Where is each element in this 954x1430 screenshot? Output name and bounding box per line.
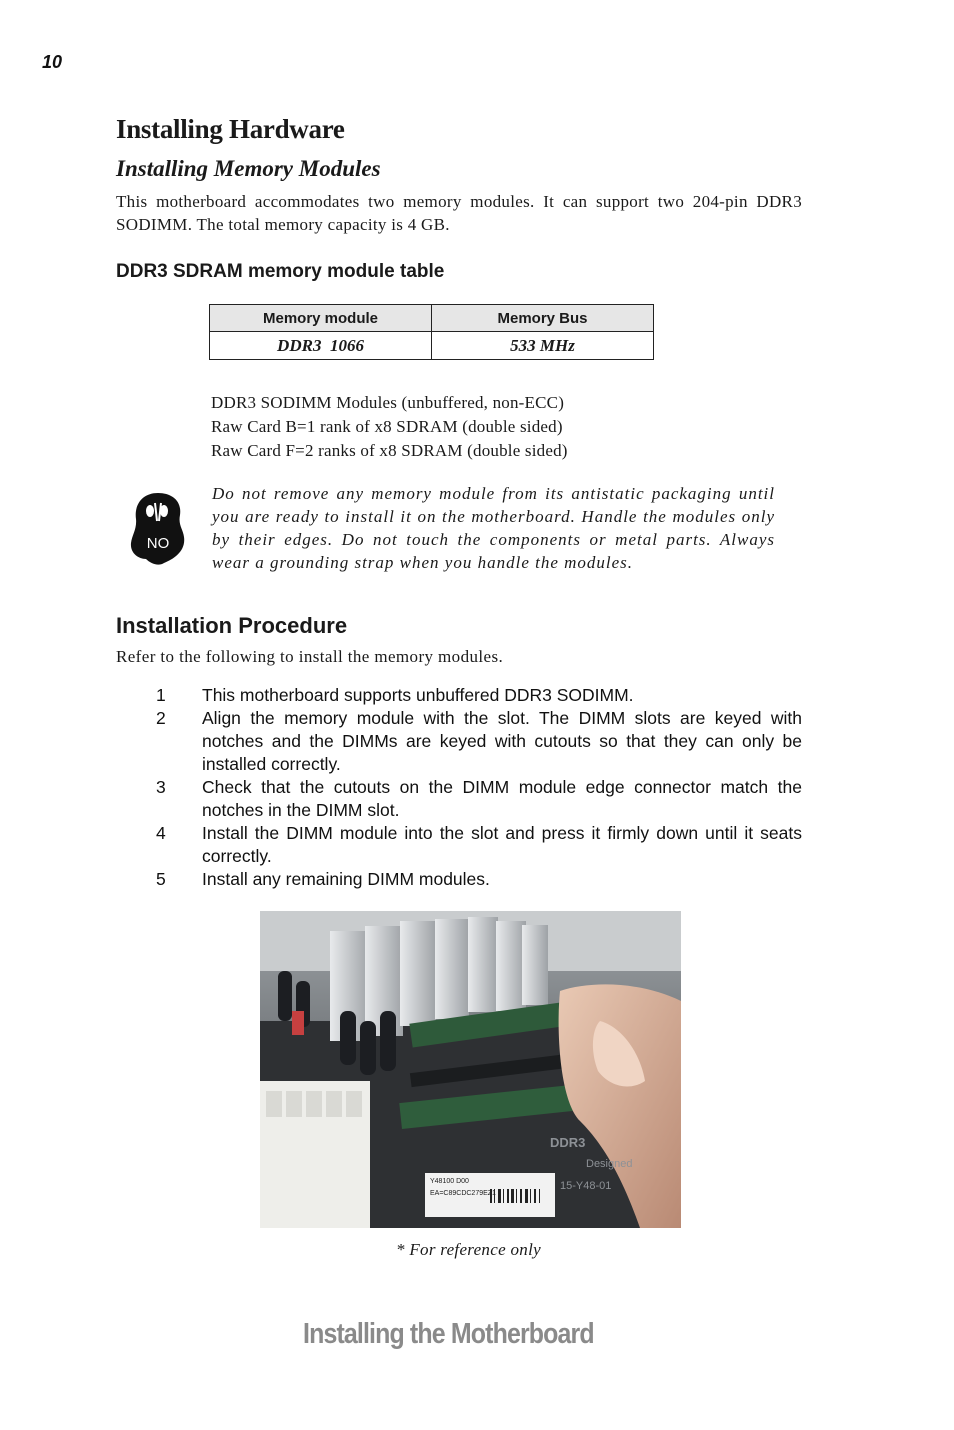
warning-icon-label: NO [146, 535, 170, 552]
section-title: Installing Hardware [116, 114, 345, 144]
procedure-intro: Refer to the following to install the memory modules. [116, 647, 504, 666]
list-item [156, 707, 802, 776]
list-item [156, 684, 802, 707]
step-number: 1 [156, 685, 166, 705]
photo-label-line1: Y48100 D00 [430, 1178, 469, 1185]
subsection-title: Installing Memory Modules [116, 156, 381, 181]
step-number: 2 [156, 708, 166, 728]
step-number: 5 [156, 869, 166, 889]
footer-chapter-title: Installing the Motherboard [303, 1318, 594, 1350]
ddr-note-line: DDR3 SODIMM Modules (unbuffered, non-ECC) [211, 393, 565, 412]
warning-text: Do not remove any memory module from its antistatic packaging until you are ready to install it on the motherboard. Handle the modules only by their edges. Do not touch the components or metal parts. Always wear a grounding strap when you handle the modules. [212, 484, 775, 572]
list-item [156, 868, 802, 891]
step-text: Install any remaining DIMM modules. [202, 869, 490, 889]
photo-board-text: DDR3 [550, 1135, 586, 1150]
step-text: Install the DIMM module into the slot and press it firmly down until it seats correctly. [202, 823, 802, 866]
table-header-cell: Memory Bus [432, 305, 654, 332]
ddr-note-line: Raw Card F=2 ranks of x8 SDRAM (double sided) [211, 441, 568, 460]
step-text: Check that the cutouts on the DIMM module edge connector match the notches in the DIMM slot. [202, 777, 802, 820]
memory-module-table [209, 304, 654, 360]
table-row [210, 332, 654, 360]
intro-paragraph: This motherboard accommodates two memory modules. It can support two 204-pin DDR3 SODIMM. The total memory capacity is 4 GB. [116, 192, 802, 234]
page-number: 10 [42, 52, 63, 72]
step-number: 3 [156, 777, 166, 797]
table-cell: DDR3 1066 [210, 332, 432, 360]
ddr-note-line: Raw Card B=1 rank of x8 SDRAM (double sided) [211, 417, 563, 436]
list-item [156, 822, 802, 868]
photo-label-line2: EA=C89CDC279EZ1 [430, 1190, 496, 1197]
procedure-heading: Installation Procedure [116, 613, 348, 638]
photo-board-text: Designed [586, 1158, 633, 1170]
step-text: Align the memory module with the slot. The DIMM slots are keyed with notches and the DIMMs are keyed with cutouts so that they can only be installed correctly. [202, 708, 802, 774]
list-item [156, 776, 802, 822]
ddr-notes [211, 391, 568, 463]
table-header-cell: Memory module [210, 305, 432, 332]
table-cell: 533 MHz [432, 332, 654, 360]
table-heading: DDR3 SDRAM memory module table [116, 261, 445, 282]
procedure-steps [156, 684, 802, 891]
photo-caption: * For reference only [396, 1240, 541, 1259]
step-number: 4 [156, 823, 166, 843]
memory-install-photo [260, 911, 681, 1228]
photo-board-text: 15-Y48-01 [560, 1180, 612, 1192]
warning-no-icon [128, 489, 190, 569]
step-text: This motherboard supports unbuffered DDR3 SODIMM. [202, 685, 634, 705]
